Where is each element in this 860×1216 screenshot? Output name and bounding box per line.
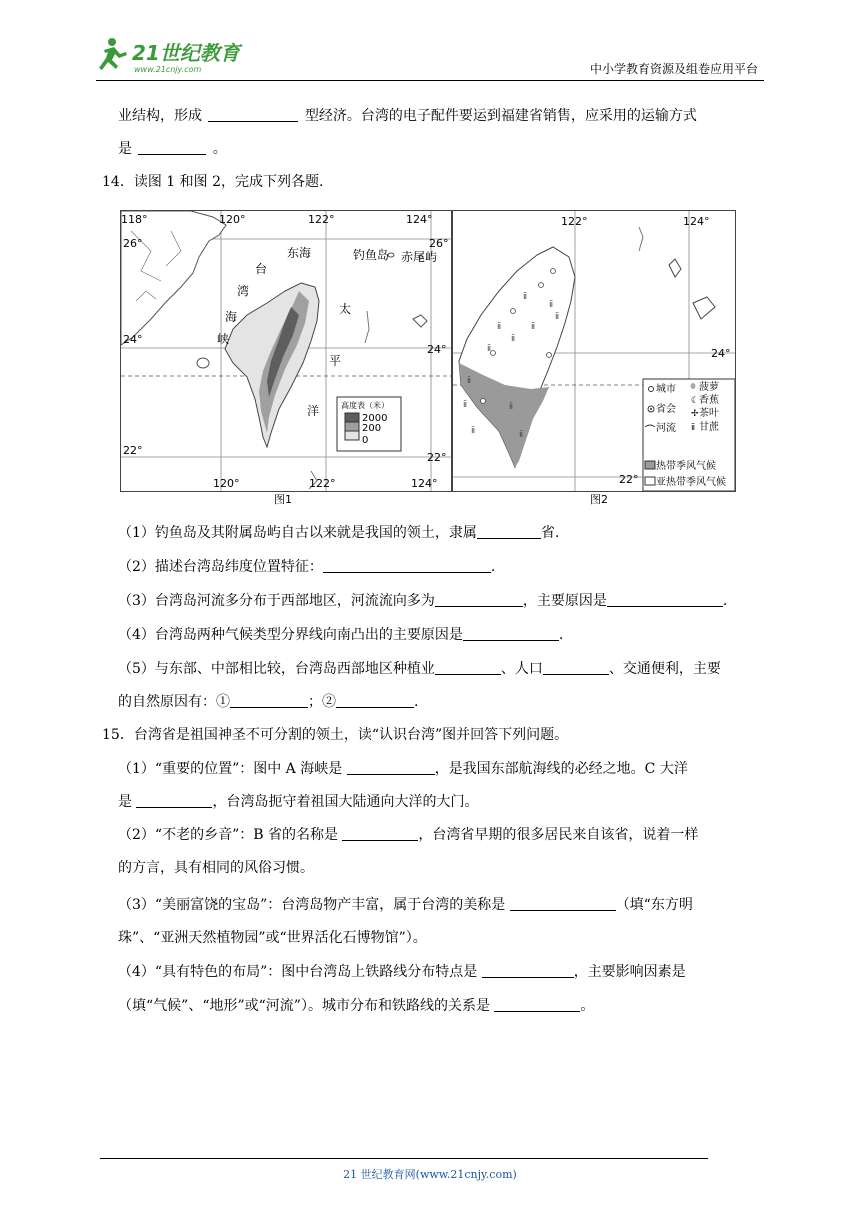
svg-text:ⅱ: ⅱ bbox=[463, 400, 468, 410]
q14-part-2: （2）描述台湾岛纬度位置特征： . bbox=[118, 559, 496, 575]
intro-line-1: 业结构，形成 型经济。台湾的电子配件要运到福建省销售，应采用的运输方式 bbox=[118, 108, 697, 124]
logo bbox=[96, 36, 256, 76]
legend-city: 城市 bbox=[656, 384, 676, 395]
label-strait-3: 海 bbox=[225, 310, 238, 324]
legend-pineapple: 菠萝 bbox=[699, 382, 719, 393]
lon-label-118: 118° bbox=[121, 213, 148, 226]
svg-text:ⅱ: ⅱ bbox=[549, 300, 554, 310]
q15-part-3-line-1: （3）“美丽富饶的宝岛”：台湾岛物产丰富，属于台湾的美称是 （填“东方明 bbox=[118, 897, 693, 913]
legend-value-200: 200 bbox=[362, 423, 382, 434]
legend-value-0: 0 bbox=[362, 435, 369, 446]
q15-part-2-line-2: 的方言，具有相同的风俗习惯。 bbox=[118, 860, 314, 876]
label-strait-4: 峡 bbox=[217, 332, 230, 346]
answer-blank[interactable] bbox=[230, 693, 308, 708]
lon-label-120-bottom: 120° bbox=[213, 477, 240, 490]
header-platform-text: 中小学教育资源及组卷应用平台 bbox=[589, 62, 758, 76]
label-pacific-3: 洋 bbox=[307, 404, 320, 418]
lon-label-124-bottom: 124° bbox=[411, 477, 438, 490]
svg-text:ⅱ: ⅱ bbox=[471, 426, 476, 436]
figure-1-map bbox=[120, 210, 452, 492]
lat-label-22-right: 22° bbox=[427, 451, 447, 464]
legend-value-2000: 2000 bbox=[362, 413, 388, 424]
legend-sugarcane: 甘蔗 bbox=[699, 422, 719, 433]
legend-capital: 省会 bbox=[656, 404, 676, 415]
fig2-lon-label-124: 124° bbox=[683, 215, 710, 228]
answer-blank[interactable] bbox=[435, 660, 501, 675]
svg-text:ⅱ: ⅱ bbox=[509, 402, 514, 412]
footer-text: 21 世纪教育网(www.21cnjy.com) bbox=[343, 1168, 517, 1181]
svg-text:ⅱ: ⅱ bbox=[555, 312, 560, 322]
answer-blank[interactable] bbox=[494, 997, 580, 1012]
q15-part-4-line-1: （4）“具有特色的布局”：图中台湾岛上铁路线分布特点是 ，主要影响因素是 bbox=[118, 964, 686, 980]
svg-text:ⅱ: ⅱ bbox=[467, 376, 472, 386]
label-diaoyu-island: 钓鱼岛 bbox=[353, 248, 390, 262]
q14-part-3: （3）台湾岛河流多分布于西部地区，河流流向多为 ，主要原因是 . bbox=[118, 593, 728, 609]
lat-label-24-left: 24° bbox=[123, 333, 143, 346]
q15-title: 15．台湾省是祖国神圣不可分割的领土，读“认识台湾”图并回答下列问题。 bbox=[102, 727, 569, 743]
legend-subtropical-monsoon: 亚热带季风气候 bbox=[656, 477, 726, 488]
lat-label-22-left: 22° bbox=[123, 444, 143, 457]
answer-blank[interactable] bbox=[336, 693, 414, 708]
label-pacific-2: 平 bbox=[329, 354, 342, 368]
q15-part-1-line-2: 是 ，台湾岛扼守着祖国大陆通向大洋的大门。 bbox=[118, 794, 479, 810]
figure-2-map bbox=[452, 210, 736, 492]
runner-icon bbox=[99, 38, 127, 70]
tea-icon: ✢ bbox=[691, 409, 699, 419]
q15-part-1-line-1: （1）“重要的位置”：图中 A 海峡是 ，是我国东部航海线的必经之地。C 大洋 bbox=[118, 761, 688, 777]
answer-blank[interactable] bbox=[477, 524, 541, 539]
page-header bbox=[96, 30, 764, 81]
q14-part-5-line-2: 的自然原因有：① ；② . bbox=[118, 694, 419, 710]
q14-title: 14．读图 1 和图 2，完成下列各题. bbox=[102, 174, 324, 190]
q14-part-4: （4）台湾岛两种气候类型分界线向南凸出的主要原因是 . bbox=[118, 627, 564, 643]
label-chiwei-islet: 赤尾屿 bbox=[401, 250, 438, 264]
answer-blank[interactable] bbox=[435, 592, 523, 607]
lat-label-24-right: 24° bbox=[427, 343, 447, 356]
fig2-lat-label-24: 24° bbox=[711, 347, 731, 360]
answer-blank[interactable] bbox=[323, 558, 491, 573]
svg-text:ⅱ: ⅱ bbox=[487, 344, 492, 354]
lon-label-120: 120° bbox=[219, 213, 246, 226]
svg-text:ⅱ: ⅱ bbox=[531, 322, 536, 332]
sugarcane-icon: ⅱ bbox=[691, 423, 696, 433]
answer-blank[interactable] bbox=[342, 826, 418, 841]
legend-river: 河流 bbox=[656, 423, 676, 434]
banana-icon: ☾ bbox=[691, 396, 700, 406]
answer-blank[interactable] bbox=[138, 140, 206, 155]
svg-text:ⅱ: ⅱ bbox=[497, 322, 502, 332]
fig2-lat-label-22: 22° bbox=[619, 473, 639, 486]
label-east-china-sea: 东海 bbox=[287, 246, 312, 260]
figure-1-caption: 图1 bbox=[274, 493, 292, 506]
lat-label-26-left: 26° bbox=[123, 237, 143, 250]
lat-label-26-right: 26° bbox=[429, 237, 449, 250]
elevation-legend bbox=[337, 397, 401, 451]
intro-line-2: 是 。 bbox=[118, 141, 227, 157]
legend-tea: 茶叶 bbox=[699, 408, 719, 419]
q14-part-1: （1）钓鱼岛及其附属岛屿自古以来就是我国的领土，隶属 省. bbox=[118, 525, 560, 541]
answer-blank[interactable] bbox=[543, 660, 609, 675]
label-strait-2: 湾 bbox=[237, 284, 250, 298]
footer-divider bbox=[100, 1158, 708, 1159]
q15-part-3-line-2: 珠”、“亚洲天然植物园”或“世界活化石博物馆”）。 bbox=[118, 930, 427, 946]
answer-blank[interactable] bbox=[463, 626, 559, 641]
logo-main: 21世纪教育 bbox=[132, 41, 240, 65]
q15-part-2-line-1: （2）“不老的乡音”：B 省的名称是 ，台湾省早期的很多居民来自该省，说着一样 bbox=[118, 827, 699, 843]
label-strait-1: 台 bbox=[255, 262, 268, 276]
figure-2-caption: 图2 bbox=[590, 493, 608, 506]
svg-text:ⅱ: ⅱ bbox=[511, 334, 516, 344]
lon-label-124: 124° bbox=[406, 213, 433, 226]
logo-url: www.21cnjy.com bbox=[134, 65, 202, 74]
q14-part-5-line-1: （5）与东部、中部相比较，台湾岛西部地区种植业 、人口 、交通便利，主要 bbox=[118, 661, 721, 677]
legend-banana: 香蕉 bbox=[699, 395, 719, 406]
lon-label-122-bottom: 122° bbox=[309, 477, 336, 490]
pineapple-icon bbox=[691, 383, 696, 389]
answer-blank[interactable] bbox=[136, 793, 212, 808]
answer-blank[interactable] bbox=[347, 760, 435, 775]
answer-blank[interactable] bbox=[607, 592, 723, 607]
answer-blank[interactable] bbox=[482, 963, 574, 978]
legend-title: 高度表（米） bbox=[341, 401, 389, 410]
lon-label-122: 122° bbox=[308, 213, 335, 226]
q15-part-4-line-2: （填“气候”、“地形”或“河流”）。城市分布和铁路线的关系是 。 bbox=[118, 998, 595, 1014]
answer-blank[interactable] bbox=[208, 107, 298, 122]
svg-text:ⅱ: ⅱ bbox=[519, 430, 524, 440]
answer-blank[interactable] bbox=[510, 896, 616, 911]
fig2-lon-label-122: 122° bbox=[561, 215, 588, 228]
legend-tropical-monsoon: 热带季风气候 bbox=[656, 461, 716, 472]
label-pacific-1: 太 bbox=[339, 302, 352, 316]
crop-climate-legend bbox=[643, 379, 735, 491]
svg-text:ⅱ: ⅱ bbox=[523, 292, 528, 302]
